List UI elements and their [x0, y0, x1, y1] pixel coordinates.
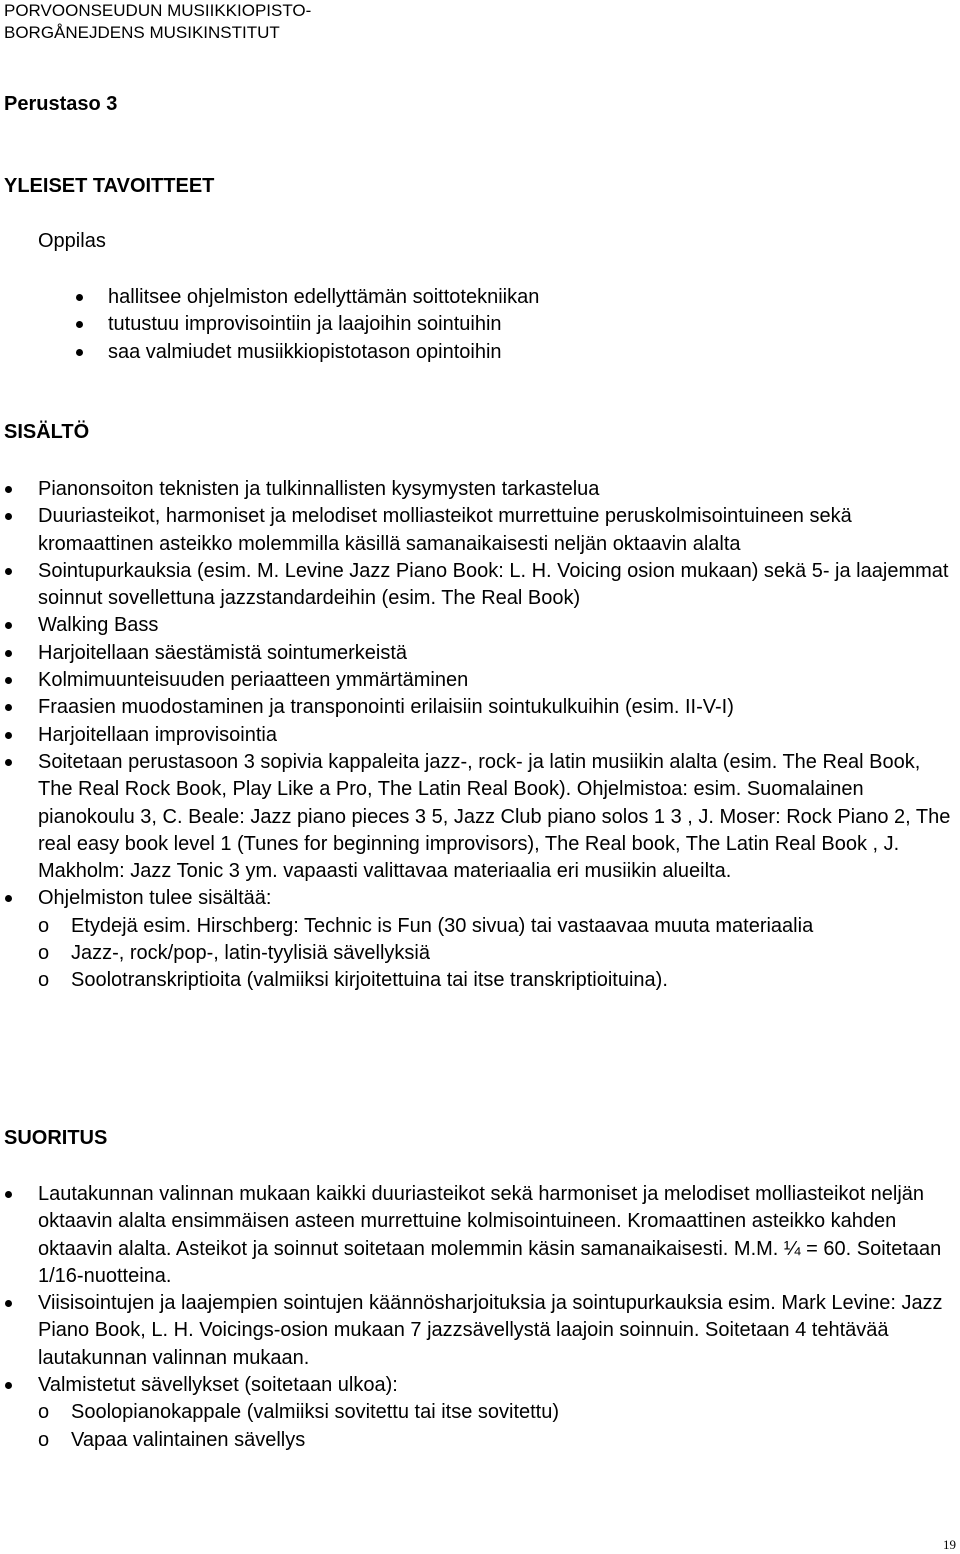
list-item: Kolmimuunteisuuden periaatteen ymmärtäminen [38, 667, 954, 694]
goals-lead: Oppilas [38, 230, 106, 252]
list-item: tutustuu improvisointiin ja laajoihin sointuihin [108, 311, 948, 338]
goals-heading: YLEISET TAVOITTEET [4, 175, 215, 197]
exam-list [38, 1181, 954, 1454]
sublist-item: o Etydejä esim. Hirschberg: Technic is Fun (30 sivua) tai vastaavaa muuta materiaalia [0, 913, 954, 940]
list-item: Walking Bass [38, 612, 954, 639]
page-title: Perustaso 3 [4, 93, 118, 115]
list-item-repertoire [38, 885, 954, 994]
list-item: Lautakunnan valinnan mukaan kaikki duuriasteikot sekä harmoniset ja melodiset molliasteikot neljän oktaavin alalta ensimmäisen asteen murrettuine kolmisointuineen. Kromaattinen asteikko kahden oktaavin alalta. Asteikot ja soinnut soitetaan molemmin käsin samanaikaisesti. M.M. ¼ = 60. Soitetaan 1/16-nuotteina. [38, 1181, 954, 1290]
compositions-label: Valmistetut sävellykset (soitetaan ulkoa): [38, 1374, 398, 1397]
goals-list [108, 284, 948, 366]
list-item: hallitsee ohjelmiston edellyttämän soittotekniikan [108, 284, 948, 311]
list-item: Fraasien muodostaminen ja transponointi erilaisiin sointukulkuihin (esim. II-V-I) [38, 694, 954, 721]
list-item: Harjoitellaan improvisointia [38, 722, 954, 749]
sublist-item: o Soolotranskriptioita (valmiiksi kirjoitettuina tai itse transkriptioituina). [0, 967, 954, 994]
list-item: Harjoitellaan säestämistä sointumerkeistä [38, 640, 954, 667]
repertoire-sublist [0, 913, 954, 995]
list-item: Pianonsoiton teknisten ja tulkinnallisten kysymysten tarkastelua [38, 476, 954, 503]
list-item: Sointupurkauksia (esim. M. Levine Jazz Piano Book: L. H. Voicing osion mukaan) sekä 5- ja laajemmat soinnut sovellettuna jazzstandardeihin (esim. The Real Book) [38, 558, 954, 613]
list-item-compositions [38, 1372, 954, 1454]
content-list [38, 476, 954, 995]
list-item: saa valmiudet musiikkiopistotason opintoihin [108, 339, 948, 366]
content-heading: SISÄLTÖ [4, 421, 90, 443]
institution-header [4, 0, 311, 44]
page-number: 19 [943, 1537, 956, 1552]
institution-name-sv: BORGÅNEJDENS MUSIKINSTITUT [4, 23, 280, 42]
sublist-item: o Soolopianokappale (valmiiksi sovitettu tai itse sovitettu) [0, 1399, 954, 1426]
list-item: Soitetaan perustasoon 3 sopivia kappaleita jazz-, rock- ja latin musiikin alalta (esim. The Real Book, The Real Rock Book, Play Like a Pro, The Latin Real Book). Ohjelmistoa: esim. Suomalainen pianokoulu 3, C. Beale: Jazz piano pieces 3 5, Jazz Club piano solos 1 3 , J. Moser: Rock Piano 2, The real easy book level 1 (Tunes for beginning improvisors), The Real book, The Latin Real Book , J. Makholm: Jazz Tonic 3 ym. vapaasti valittavaa materiaalia eri musiikin alueilta. [38, 749, 954, 885]
sublist-item: o Vapaa valintainen sävellys [0, 1427, 954, 1454]
compositions-sublist [0, 1399, 954, 1454]
institution-name-fi: PORVOONSEUDUN MUSIIKKIOPISTO- [4, 1, 312, 20]
sublist-item: o Jazz-, rock/pop-, latin-tyylisiä sävellyksiä [0, 940, 954, 967]
list-item: Duuriasteikot, harmoniset ja melodiset molliasteikot murrettuine peruskolmisointuineen sekä kromaattinen asteikko molemmilla käsillä samanaikaisesti neljän oktaavin alalta [38, 503, 954, 558]
repertoire-label: Ohjelmiston tulee sisältää: [38, 887, 272, 910]
exam-heading: SUORITUS [4, 1127, 108, 1149]
list-item: Viisisointujen ja laajempien sointujen käännösharjoituksia ja sointupurkauksia esim. Mark Levine: Jazz Piano Book, L. H. Voicings-osion mukaan 7 jazzsävellystä laajoin soinnuin. Soitetaan 4 tehtävää lautakunnan valinnan mukaan. [38, 1290, 954, 1372]
